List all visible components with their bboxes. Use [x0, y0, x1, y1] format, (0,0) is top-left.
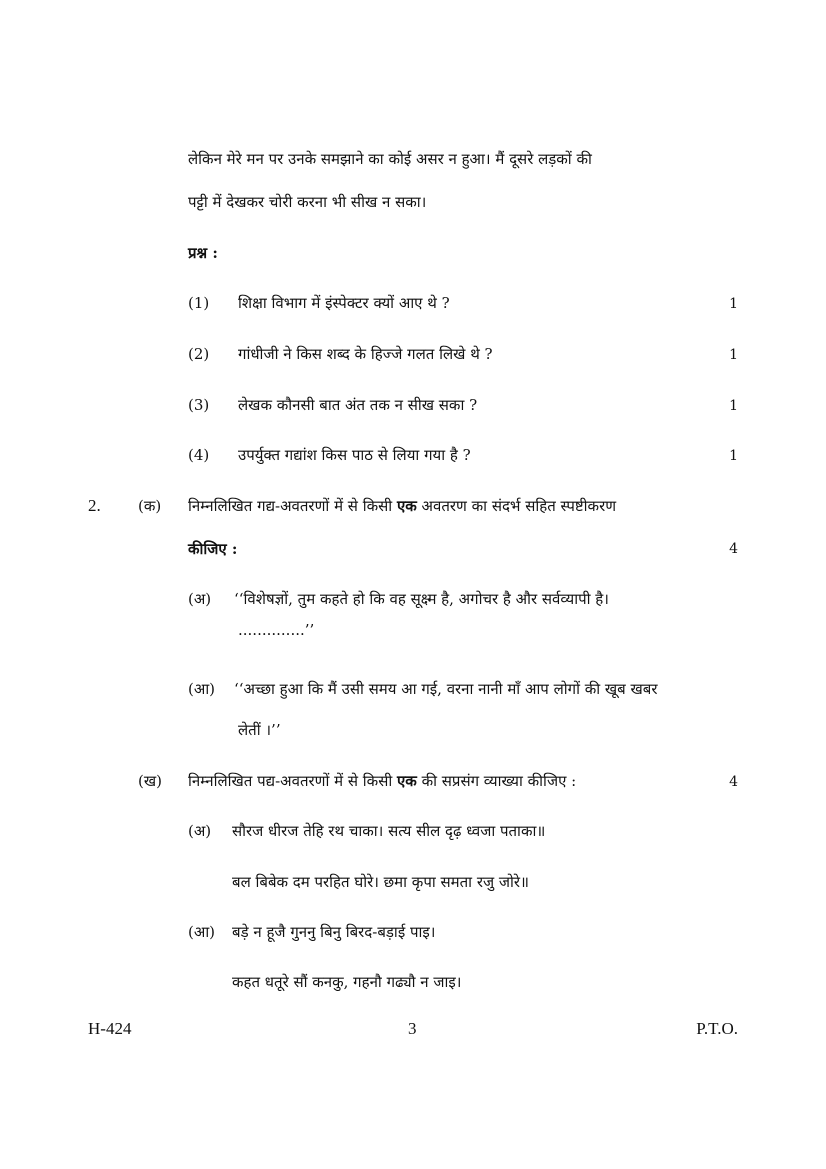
instruction-emphasis: एक [396, 497, 417, 515]
question-number: (1) [188, 294, 210, 312]
question-marks: 1 [729, 347, 738, 363]
question-text: उपर्युक्त गद्यांश किस पाठ से लिया गया है ? [238, 446, 471, 464]
question-2-number: 2. [88, 496, 101, 515]
verse-line-1: सौरज धीरज तेहि रथ चाका। सत्य सील दृढ़ ध्वजा पताका॥ [232, 822, 546, 840]
question-marks: 1 [729, 448, 738, 464]
instruction-text: अवतरण का संदर्भ सहित स्पष्टीकरण [421, 497, 617, 515]
part-kh-marks: 4 [729, 774, 738, 790]
option-label: (आ) [188, 923, 216, 941]
instruction-text: की सप्रसंग व्याख्या कीजिए : [421, 772, 577, 790]
instruction-text: निम्नलिखित गद्य-अवतरणों में से किसी [188, 497, 393, 515]
please-turn-over: P.T.O. [696, 1019, 738, 1038]
option-line-1: ‘‘विशेषज्ञों, तुम कहते हो कि वह सूक्ष्म है, अगोचर है और सर्वव्यापी है। [234, 590, 609, 608]
part-k-label: (क) [138, 497, 162, 515]
part-k-instruction-end: कीजिए : [188, 540, 238, 558]
question-text: शिक्षा विभाग में इंस्पेक्टर क्यों आए थे ? [238, 294, 450, 312]
part-kh-label: (ख) [138, 772, 162, 790]
part-k-marks: 4 [729, 541, 738, 557]
part-k-instruction [188, 496, 740, 516]
instruction-text: निम्नलिखित पद्य-अवतरणों में से किसी [188, 772, 393, 790]
part-kh-instruction [188, 771, 576, 791]
option-line-1: ‘‘अच्छा हुआ कि मैं उसी समय आ गई, वरना नानी माँ आप लोगों की खूब खबर [234, 680, 658, 698]
verse-line-2: कहत धतूरे सौं कनकु, गहनौ गढ्यौ न जाइ। [232, 973, 462, 991]
option-label: (अ) [188, 822, 212, 840]
passage-line-1: लेकिन मेरे मन पर उनके समझाने का कोई असर न हुआ। मैं दूसरे लड़कों की [188, 150, 592, 168]
option-label: (आ) [188, 680, 216, 698]
verse-line-2: बल बिबेक दम परहित घोरे। छमा कृपा समता रजु जोरे॥ [232, 873, 529, 891]
passage-line-2: पट्टी में देखकर चोरी करना भी सीख न सका। [188, 193, 427, 211]
questions-heading: प्रश्न : [188, 244, 218, 262]
instruction-emphasis: एक [397, 772, 417, 790]
paper-code: H-424 [88, 1019, 132, 1038]
question-marks: 1 [729, 296, 738, 312]
verse-line-1: बड़े न हूजै गुननु बिनु बिरद-बड़ाई पाइ। [232, 923, 436, 941]
question-text: लेखक कौनसी बात अंत तक न सीख सका ? [238, 396, 478, 414]
option-label: (अ) [188, 590, 212, 608]
option-line-2: लेतीं ।’’ [238, 721, 281, 739]
page-number: 3 [408, 1019, 417, 1038]
question-number: (2) [188, 345, 210, 363]
option-line-2: ..............’’ [238, 621, 315, 639]
question-number: (3) [188, 396, 210, 414]
question-number: (4) [188, 446, 210, 464]
question-text: गांधीजी ने किस शब्द के हिज्जे गलत लिखे थे ? [238, 345, 493, 363]
question-marks: 1 [729, 398, 738, 414]
